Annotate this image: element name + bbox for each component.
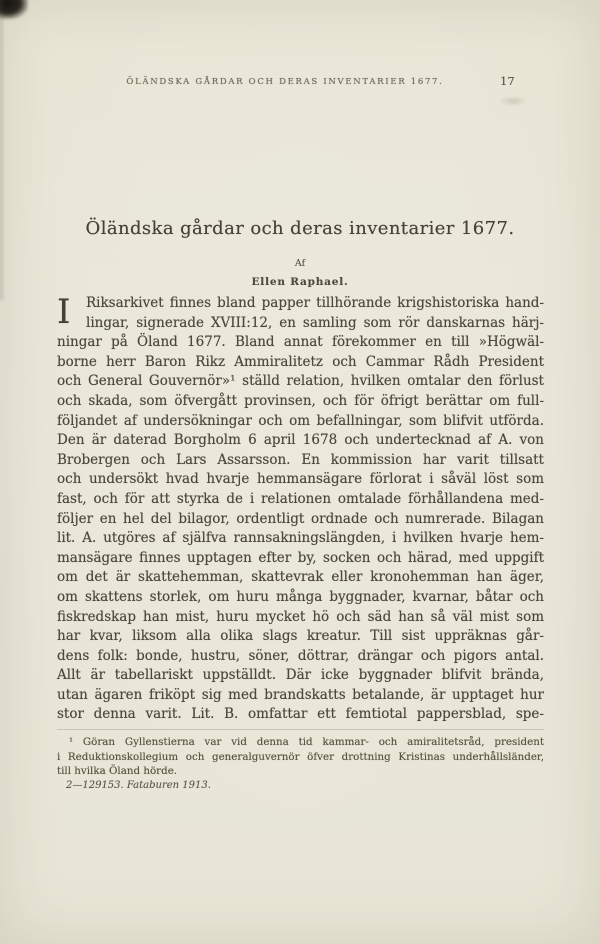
- drop-cap-initial: I: [57, 292, 71, 332]
- body-text-line: dens folk: bonde, hustru, söner, döttrar, drängar och pigors antal.: [57, 647, 544, 664]
- body-text-line: om skattens storlek, om huru många byggnader, kvarnar, båtar och: [57, 588, 544, 605]
- body-text-line: och undersökt hvad hvarje hemmansägare förlorat i såväl löst som: [57, 471, 544, 488]
- article-title: Öländska gårdar och deras inventarier 1677.: [85, 218, 515, 239]
- running-header: ÖLÄNDSKA GÅRDAR OCH DERAS INVENTARIER 1677.: [126, 77, 444, 87]
- scan-smudge-small: [498, 96, 528, 106]
- body-text-line: Allt är tabellariskt uppställdt. Där icke byggnader blifvit brända,: [57, 667, 544, 684]
- byline: Af: [294, 258, 306, 269]
- body-text-line: följer en hel del bilagor, ordentligt ordnade och numrerade. Bilagan: [57, 510, 544, 527]
- page-number: 17: [500, 74, 515, 88]
- body-text-line: om det är skattehemman, skattevrak eller kronohemman han äger,: [57, 569, 544, 586]
- body-text-line: stor denna varit. Lit. B. omfattar ett femtiotal pappersblad, spe-: [57, 706, 544, 723]
- body-text-line: borne herr Baron Rikz Ammiralitetz och Cammar Rådh President: [57, 353, 544, 370]
- body-paragraph: [57, 294, 544, 725]
- footnote-separator: [57, 729, 544, 730]
- body-text-line: och General Gouvernör»¹ ställd relation, hvilken omtalar den förlust: [57, 373, 544, 390]
- body-text-line: fiskredskap han mist, huru mycket hö och säd han så väl mist som: [57, 608, 544, 625]
- printers-signature: 2—129153. Fataburen 1913.: [66, 780, 211, 791]
- body-text-line: Riksarkivet finnes bland papper tillhörande krigshistoriska hand-: [86, 295, 544, 311]
- body-text-line: Den är daterad Borgholm 6 april 1678 och undertecknad af A. von: [57, 432, 544, 449]
- body-text-line: lit. A. utgöres af själfva rannsakningslängden, i hvilken hvarje hem-: [57, 530, 544, 547]
- footnote: [57, 735, 544, 779]
- footnote-line: ¹ Göran Gyllenstierna var vid denna tid kammar- och amiralitetsråd, president: [69, 736, 544, 748]
- body-text-line: har kvar, liksom alla olika slags kreatur. Till sist uppräknas går-: [57, 628, 544, 645]
- author-name: Ellen Raphael.: [251, 276, 349, 288]
- scan-smudge-left-edge: [0, 0, 6, 300]
- footnote-line: till hvilka Öland hörde.: [57, 765, 178, 778]
- body-text-line: ningar på Öland 1677. Bland annat förekommer en till »Högwäl-: [57, 334, 544, 351]
- body-text-line: Brobergen och Lars Assarsson. En kommission har varit tillsatt: [57, 451, 544, 468]
- footnote-line: i Reduktionskollegium och generalguvernör öfver drottning Kristinas underhållsländer,: [57, 750, 544, 763]
- body-text-line: mansägare finnes upptagen efter by, socken och härad, med uppgift: [57, 549, 544, 566]
- body-text-line: och skada, som öfvergått provinsen, och för öfrigt berättar om full-: [57, 392, 544, 409]
- body-text-line: lingar, signerade XVIII:12, en samling som rör danskarnas härj-: [86, 314, 544, 331]
- body-text-line: fast, och för att styrka de i relationen omtalade förhållandena med-: [57, 490, 544, 507]
- body-text-line: följandet af undersökningar och om befallningar, som blifvit utförda.: [57, 412, 544, 429]
- body-text-line: utan ägaren friköpt sig med brandskatts betalande, är upptaget hur: [57, 686, 544, 703]
